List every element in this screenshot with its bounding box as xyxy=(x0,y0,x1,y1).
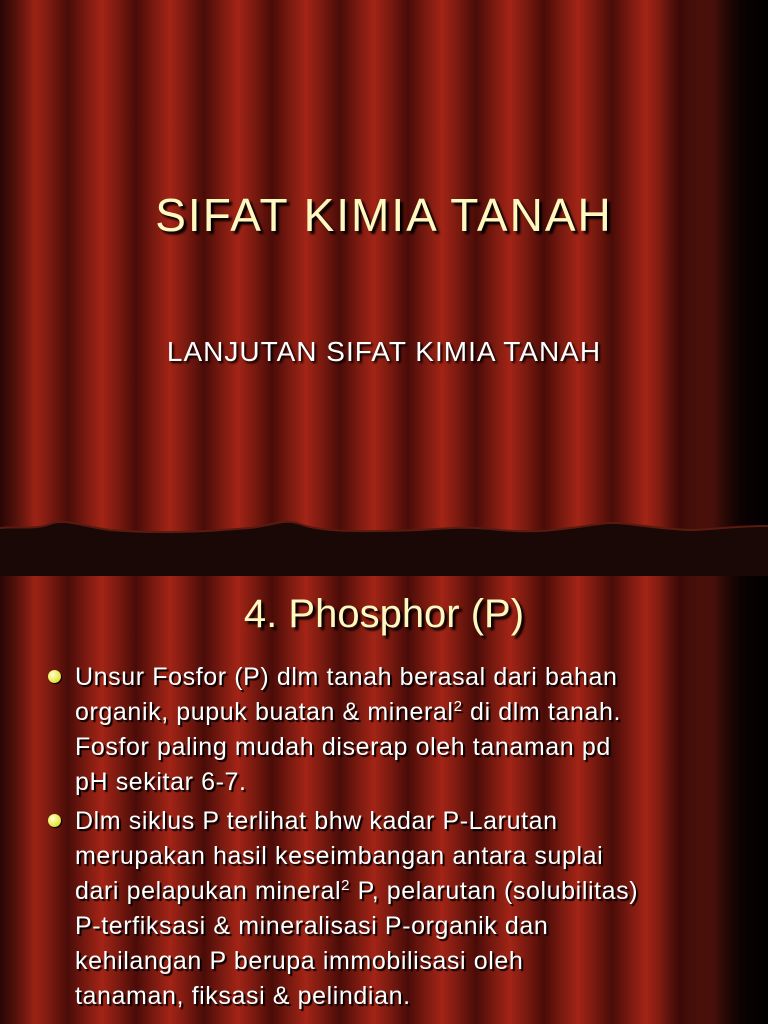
bullet-line: di dlm tanah. xyxy=(462,698,622,726)
slide-title-heading: SIFAT KIMIA TANAH xyxy=(155,189,613,241)
superscript: 2 xyxy=(341,877,351,894)
stage-floor xyxy=(0,506,768,576)
bullet-line: Fosfor paling mudah diserap oleh tanaman pd xyxy=(75,733,611,761)
bullet-line: Dlm siklus P terlihat bhw kadar P-Larutan xyxy=(75,807,558,835)
bullet-line: pH sekitar 6-7. xyxy=(75,768,247,796)
superscript: 2 xyxy=(453,698,463,715)
bullet-dot-icon xyxy=(48,670,61,683)
bullet-line: dari pelapukan mineral xyxy=(75,877,342,905)
bullet-line: organik, pupuk buatan & mineral xyxy=(75,698,454,726)
slide-phosphor xyxy=(0,576,768,1024)
bullet-dot-icon xyxy=(48,814,61,827)
bullet-line: kehilangan P berupa immobilisasi oleh xyxy=(75,947,524,975)
bullet-line: P-terfiksasi & mineralisasi P-organik dan xyxy=(75,912,549,940)
bullet-list xyxy=(44,660,734,1018)
section-heading: 4. Phosphor (P) xyxy=(243,592,525,636)
bullet-line: Unsur Fosfor (P) dlm tanah berasal dari bahan xyxy=(75,663,618,691)
bullet-line: P, pelarutan (solubilitas) xyxy=(350,877,639,905)
bullet-line: merupakan hasil keseimbangan antara suplai xyxy=(75,842,604,870)
bullet-item xyxy=(44,804,734,1014)
bullet-line: tanaman, fiksasi & pelindian. xyxy=(75,982,411,1010)
slide-subtitle: LANJUTAN SIFAT KIMIA TANAH xyxy=(166,336,602,367)
bullet-item xyxy=(44,660,734,800)
